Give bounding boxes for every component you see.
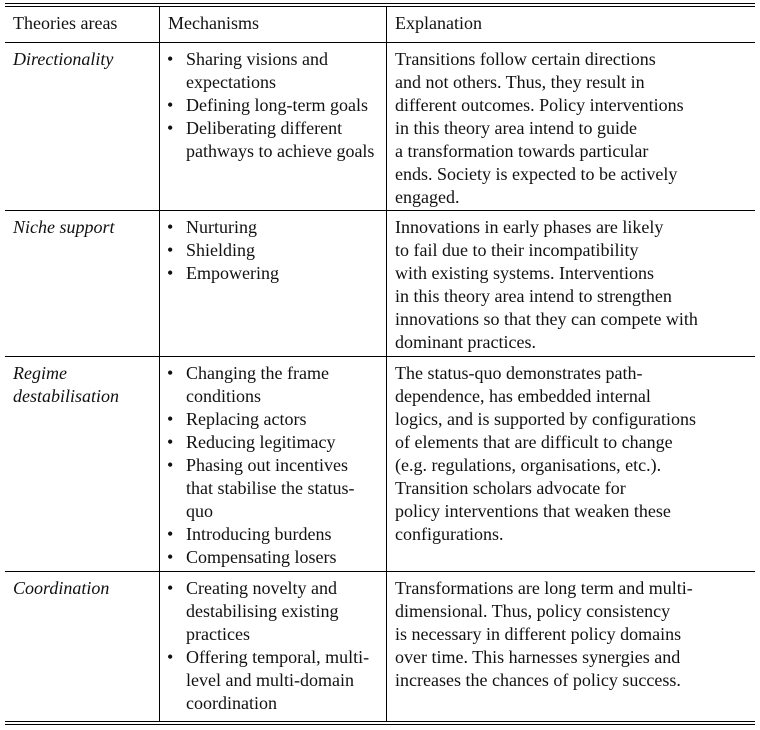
explanation-line: configurations. <box>395 524 504 544</box>
row-rule-2 <box>5 356 755 357</box>
area-line: destabilisation <box>13 386 120 406</box>
area-niche-support: Niche support <box>13 217 115 237</box>
mechanism-item: • Introducing burdens <box>163 523 377 546</box>
explanation-line: (e.g. regulations, organisations, etc.). <box>395 455 662 475</box>
theories-table <box>5 3 755 725</box>
explanation-regime-destabilisation <box>395 362 696 546</box>
mechanism-item: • Compensating losers <box>163 546 377 569</box>
explanation-directionality <box>395 48 684 209</box>
explanation-line: The status-quo demonstrates path- <box>395 363 643 383</box>
explanation-line: Transition scholars advocate for <box>395 478 626 498</box>
mechanism-item: • Empowering <box>163 262 377 285</box>
mechanism-item: • Deliberating different pathways to achieve goals <box>163 117 377 163</box>
top-rule-inner <box>5 6 755 7</box>
mechanism-item: • Replacing actors <box>163 408 377 431</box>
mechanisms-regime-destabilisation <box>163 362 377 569</box>
explanation-line: Transitions follow certain directions <box>395 49 656 69</box>
mechanism-item: • Nurturing <box>163 216 377 239</box>
explanation-line: different outcomes. Policy interventions <box>395 95 684 115</box>
mechanism-item: • Defining long-term goals <box>163 94 377 117</box>
mechanisms-coordination <box>163 577 377 715</box>
bottom-rule-inner <box>5 721 755 722</box>
mechanism-item: • Offering temporal, multi-level and multi-domain coordination <box>163 646 377 715</box>
explanation-line: over time. This harnesses synergies and <box>395 647 681 667</box>
mechanism-item: • Reducing legitimacy <box>163 431 377 454</box>
explanation-line: Innovations in early phases are likely <box>395 217 664 237</box>
explanation-line: innovations so that they can compete with <box>395 309 698 329</box>
explanation-line: with existing systems. Interventions <box>395 263 654 283</box>
explanation-line: dimensional. Thus, policy consistency <box>395 601 671 621</box>
explanation-line: Transformations are long term and multi- <box>395 578 693 598</box>
mechanism-item: • Changing the frame conditions <box>163 362 377 408</box>
explanation-line: is necessary in different policy domains <box>395 624 682 644</box>
column-rule-1 <box>159 6 160 722</box>
mechanism-item: • Sharing visions and expectations <box>163 48 377 94</box>
explanation-line: a transformation towards particular <box>395 141 649 161</box>
area-regime-destabilisation <box>13 362 119 408</box>
explanation-line: engaged. <box>395 187 460 207</box>
area-coordination: Coordination <box>13 578 110 598</box>
explanation-line: logics, and is supported by configurations <box>395 409 696 429</box>
mechanisms-niche-support <box>163 216 377 285</box>
row-rule-1 <box>5 210 755 211</box>
area-directionality: Directionality <box>13 49 114 69</box>
mechanism-item: • Phasing out incentives that stabilise the status-quo <box>163 454 377 523</box>
header-mechanisms: Mechanisms <box>168 13 259 33</box>
explanation-line: increases the chances of policy success. <box>395 670 681 690</box>
top-rule-outer <box>5 3 755 4</box>
mechanisms-directionality <box>163 48 377 163</box>
explanation-line: policy interventions that weaken these <box>395 501 671 521</box>
explanation-line: in this theory area intend to strengthen <box>395 286 672 306</box>
area-line: Regime <box>13 363 67 383</box>
header-theories-areas: Theories areas <box>13 13 118 33</box>
header-rule <box>5 42 755 43</box>
header-explanation: Explanation <box>395 13 482 33</box>
explanation-niche-support <box>395 216 698 354</box>
row-rule-3 <box>5 571 755 572</box>
explanation-line: dominant practices. <box>395 332 536 352</box>
explanation-line: to fail due to their incompatibility <box>395 240 639 260</box>
column-rule-2 <box>386 6 387 722</box>
explanation-line: and not others. Thus, they result in <box>395 72 645 92</box>
explanation-line: of elements that are difficult to change <box>395 432 673 452</box>
explanation-line: ends. Society is expected to be actively <box>395 164 678 184</box>
mechanism-item: • Shielding <box>163 239 377 262</box>
mechanism-item: • Creating novelty and destabilising existing practices <box>163 577 377 646</box>
explanation-line: dependence, has embedded internal <box>395 386 651 406</box>
bottom-rule-outer <box>5 724 755 725</box>
explanation-coordination <box>395 577 693 692</box>
explanation-line: in this theory area intend to guide <box>395 118 637 138</box>
